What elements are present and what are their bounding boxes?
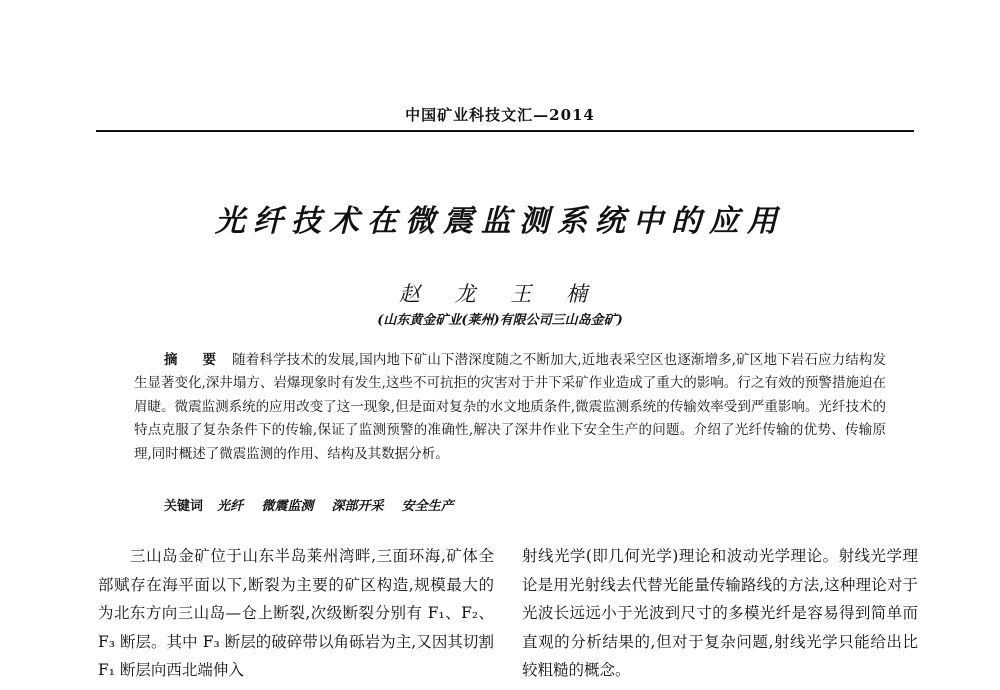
paper-affiliation: (山东黄金矿业(莱州)有限公司三山岛金矿) <box>377 313 623 328</box>
abstract-text: 随着科学技术的发展,国内地下矿山下潜深度随之不断加大,近地表采空区也逐渐增多,矿区地下岩石应力结构发生显著变化,深井塌方、岩爆现象时有发生,这些不可抗拒的灾害对于井下采矿作业造成了重大的影响。行之有效的预警措施迫在眉睫。微震监测系统的应用改变了这一现象,但是面对复杂的水文地质条件,微震监测系统的传输效率受到严重影响。光纤技术的特点克服了复杂条件下的传输,保证了监测预警的准确性,解决了深井作业下安全生产的问题。介绍了光纤传输的优势、传输原理,同时概述了微震监测的作用、结构及其数据分析。 <box>134 352 887 462</box>
keywords-label: 关键词 <box>164 499 204 514</box>
paper-title: 光纤技术在微震监测系统中的应用 <box>215 204 785 239</box>
paper-authors: 赵 龙 王 楠 <box>398 282 602 306</box>
keyword-item: 微震监测 <box>261 499 314 514</box>
abstract <box>134 349 886 466</box>
header-rule <box>96 130 914 132</box>
keywords <box>134 495 886 514</box>
journal-header: 中国矿业科技文汇—2014 <box>405 106 595 124</box>
keyword-item: 安全生产 <box>401 499 454 514</box>
keyword-item: 光纤 <box>217 499 244 514</box>
body-right-column: 射线光学(即几何光学)理论和波动光学理论。射线光学理论是用光射线去代替光能量传输路线的方法,这种理论对于光波长远远小于光波到尺寸的多模光纤是容易得到简单而直观的分析结果的,但对于复杂问题,射线光学只能给出比较粗糙的概念。 <box>522 547 918 680</box>
body-left-column: 三山岛金矿位于山东半岛莱州湾畔,三面环海,矿体全部赋存在海平面以下,断裂为主要的矿区构造,规模最大的为北东方向三山岛—仓上断裂,次级断裂分别有 F₁、F₂、F₃ 断层。其中 F₃ 断层的破碎带以角砾岩为主,又因其切割 F₁ 断层向西北端伸入 <box>98 547 494 680</box>
keyword-item: 深部开采 <box>331 499 384 514</box>
abstract-label: 摘 要 <box>164 352 227 368</box>
